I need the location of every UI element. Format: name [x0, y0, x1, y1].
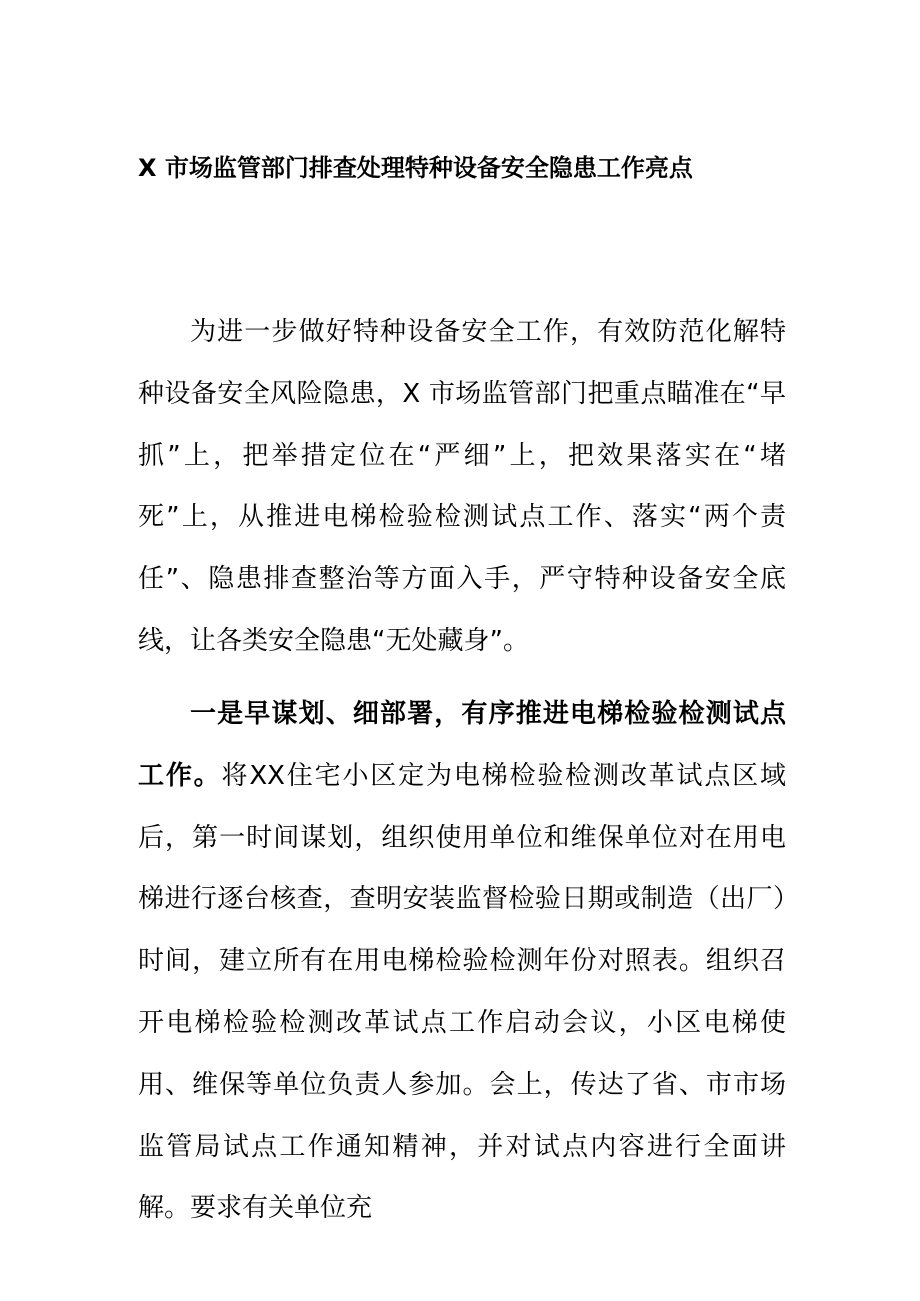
- intro-paragraph: 为进一步做好特种设备安全工作，有效防范化解特种设备安全风险隐患，X 市场监管部门把重点瞄准在“早抓”上，把举措定位在“严细”上，把效果落实在“堵死”上，从推进电梯检验检测试点工作、落实“两个责任”、隐患排查整治等方面入手，严守特种设备安全底线，让各类安全隐患“无处藏身”。: [138, 317, 786, 656]
- section-one-body: 将XX住宅小区定为电梯检验检测改革试点区域后，第一时间谋划，组织使用单位和维保单位对在用电梯进行逐台核查，查明安装监督检验日期或制造（出厂）时间，建立所有在用电梯检验检测年份对照表。组织召开电梯检验检测改革试点工作启动会议，小区电梯使用、维保等单位负责人参加。会上，传达了省、市市场监管局试点工作通知精神，并对试点内容进行全面讲解。要求有关单位充: [138, 760, 786, 1224]
- section-one-heading: 一是早谋划、细部署，有序推进电梯检验检测试点工作。: [138, 699, 786, 791]
- section-one-paragraph: [138, 684, 786, 1240]
- document-title: X 市场监管部门排查处理特种设备安全隐患工作亮点: [138, 154, 693, 182]
